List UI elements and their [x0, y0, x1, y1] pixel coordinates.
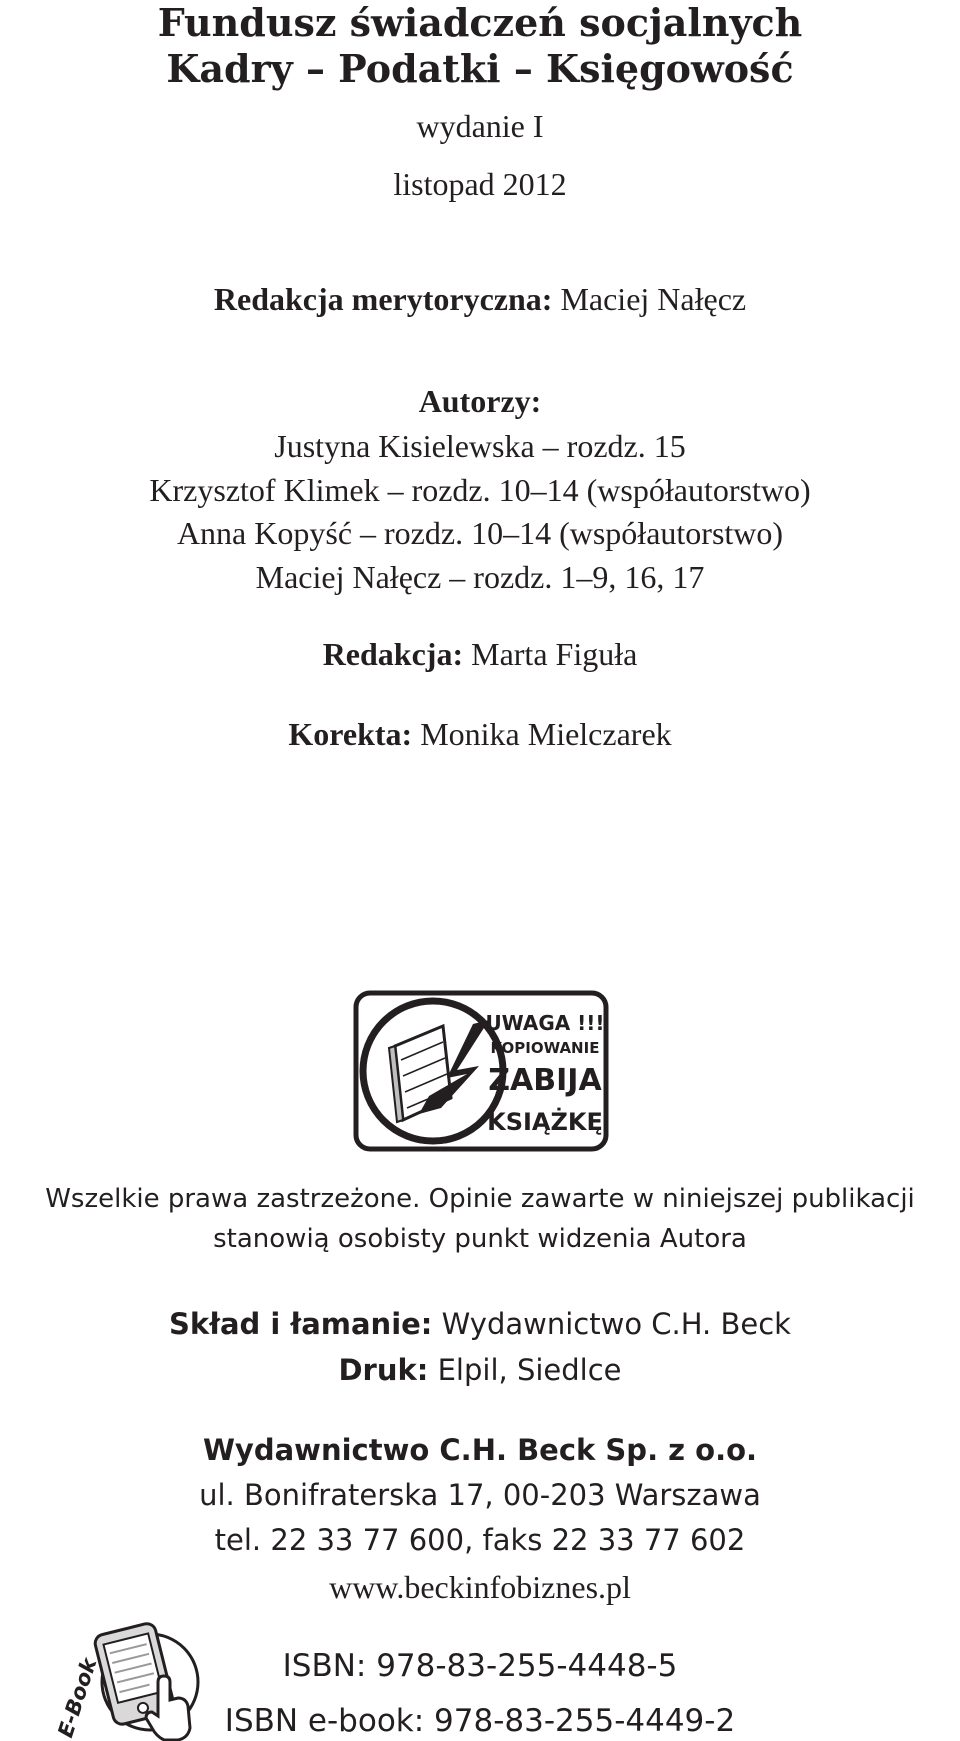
copying-kills-book-stamp — [353, 990, 609, 1152]
editor-value: Marta Figuła — [471, 636, 638, 672]
rights-notice-line-2: stanowią osobisty punkt widzenia Autora — [213, 1224, 747, 1254]
editor-label: Redakcja: — [322, 636, 464, 672]
stamp-line: ZABIJA — [488, 1063, 602, 1098]
stamp-line: KOPIOWANIE — [490, 1039, 600, 1057]
isbn-ebook: ISBN e-book: 978-83-255-4449-2 — [224, 1703, 736, 1739]
author-line: Maciej Nałęcz – rozdz. 1–9, 16, 17 — [255, 559, 705, 595]
typesetting-value: Wydawnictwo C.H. Beck — [441, 1307, 791, 1341]
isbn-print: ISBN: 978-83-255-4448-5 — [282, 1648, 678, 1684]
book-title-line-1: Fundusz świadczeń socjalnych — [157, 0, 803, 45]
proofreading-value: Monika Mielczarek — [420, 716, 672, 752]
printing-label: Druk: — [338, 1353, 429, 1387]
typesetting-label: Skład i łamanie: — [169, 1307, 433, 1341]
printing-credit — [0, 1353, 960, 1387]
stamp-line: UWAGA !!! — [485, 1011, 605, 1035]
printing-value: Elpil, Siedlce — [437, 1353, 622, 1387]
editorial-label: Redakcja merytoryczna: — [213, 281, 553, 317]
authors-heading: Autorzy: — [418, 383, 542, 419]
publisher-name: Wydawnictwo C.H. Beck Sp. z o.o. — [202, 1433, 758, 1467]
proofreading-credit — [0, 718, 960, 750]
author-line: Anna Kopyść – rozdz. 10–14 (współautorstwo) — [176, 515, 784, 551]
publisher-address: ul. Bonifraterska 17, 00-203 Warszawa — [199, 1478, 761, 1512]
publisher-phone: tel. 22 33 77 600, faks 22 33 77 602 — [214, 1523, 746, 1557]
rights-notice-line-1: Wszelkie prawa zastrzeżone. Opinie zawarte w niniejszej publikacji — [45, 1184, 915, 1214]
edition: wydanie I — [416, 108, 544, 144]
book-title-line-2: Kadry – Podatki – Księgowość — [166, 46, 794, 91]
author-line: Krzysztof Klimek – rozdz. 10–14 (współautorstwo) — [149, 472, 811, 508]
ebook-badge-label: E-Book — [53, 1655, 102, 1741]
publisher-website: www.beckinfobiznes.pl — [329, 1569, 631, 1605]
publication-date: listopad 2012 — [393, 166, 567, 202]
editor-credit — [0, 638, 960, 670]
proofreading-label: Korekta: — [288, 716, 413, 752]
typesetting-credit — [0, 1307, 960, 1341]
stamp-line: KSIĄŻKĘ — [487, 1108, 603, 1136]
author-line: Justyna Kisielewska – rozdz. 15 — [274, 428, 686, 464]
editorial-value: Maciej Nałęcz — [560, 281, 747, 317]
editorial-credit — [0, 283, 960, 315]
